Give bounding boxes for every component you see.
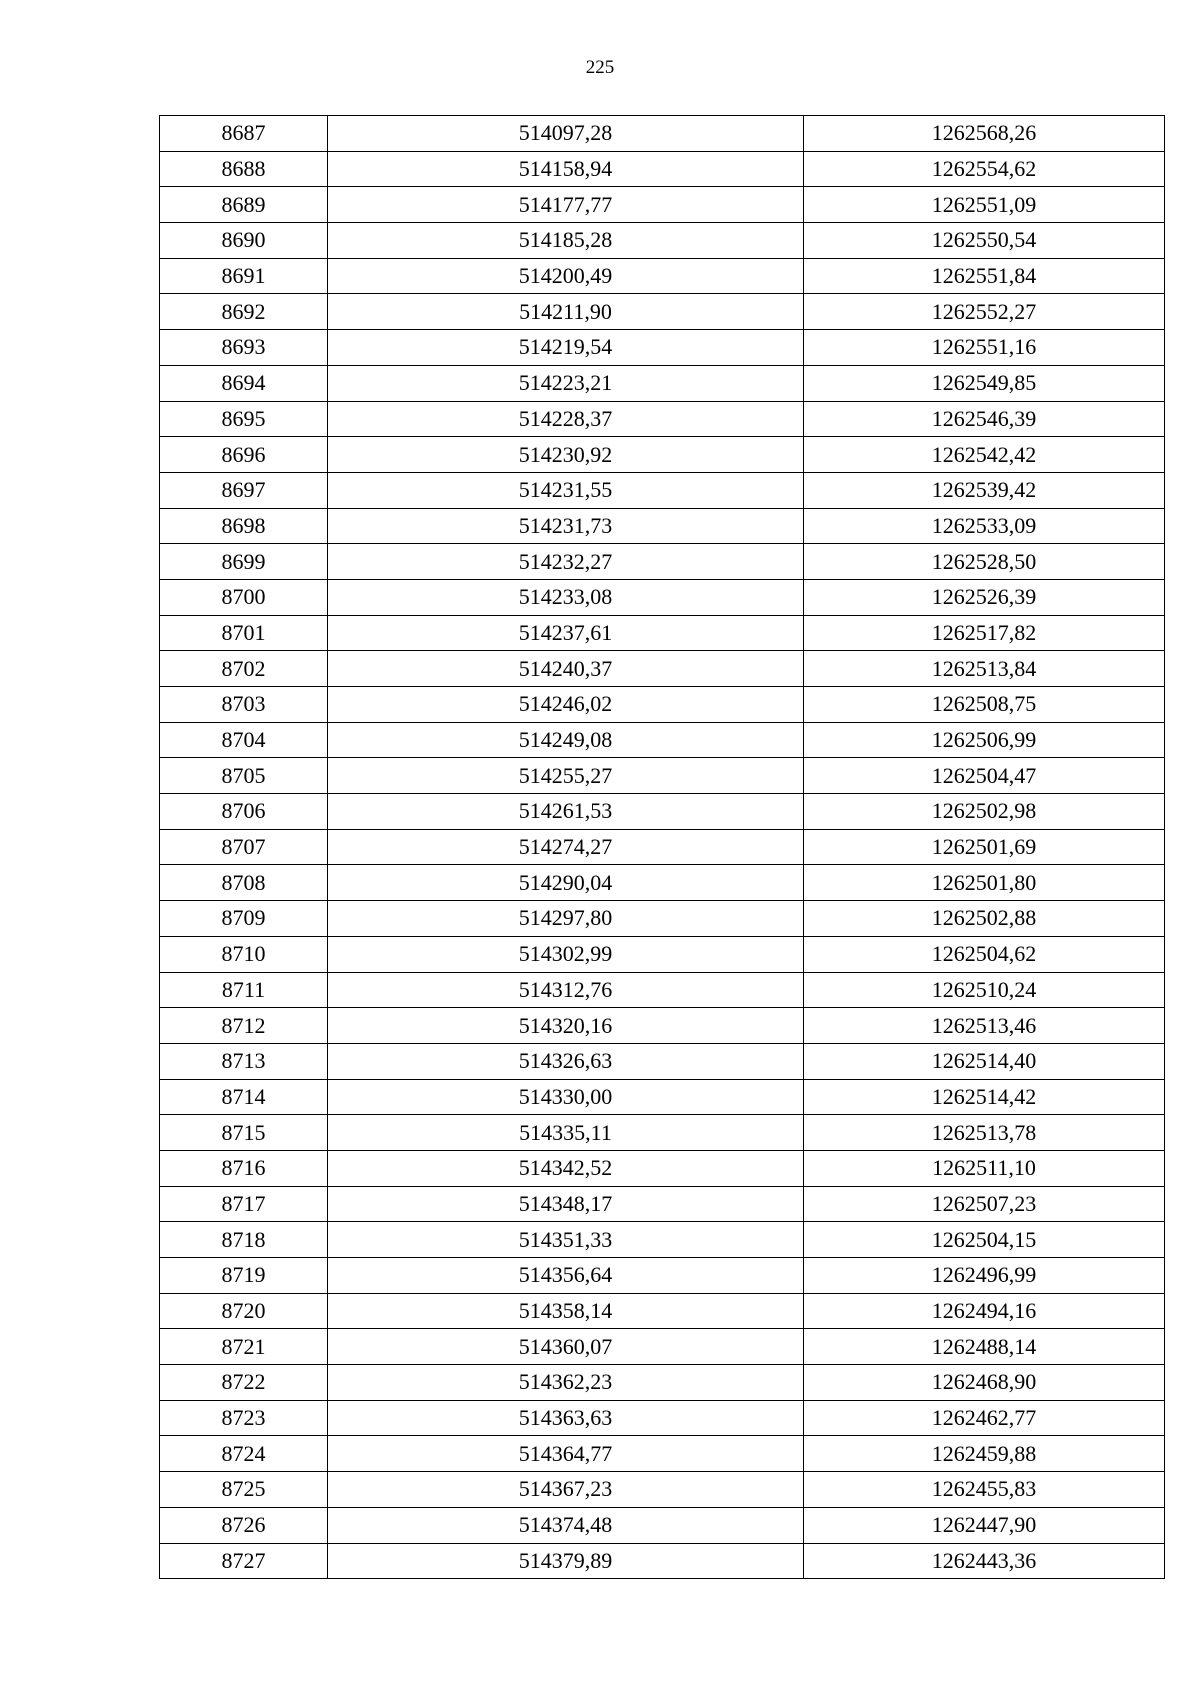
point-number-cell: 8713 (160, 1043, 328, 1079)
point-number-cell: 8704 (160, 722, 328, 758)
table-row (160, 1436, 1165, 1472)
y-coordinate-cell: 1262551,84 (804, 258, 1165, 294)
y-coordinate-cell: 1262501,69 (804, 829, 1165, 865)
x-coordinate-cell: 514326,63 (328, 1043, 804, 1079)
y-coordinate-cell: 1262554,62 (804, 151, 1165, 187)
x-coordinate-cell: 514200,49 (328, 258, 804, 294)
table-row (160, 330, 1165, 366)
point-number-cell: 8700 (160, 579, 328, 615)
x-coordinate-cell: 514364,77 (328, 1436, 804, 1472)
table-row (160, 1329, 1165, 1365)
x-coordinate-cell: 514211,90 (328, 294, 804, 330)
table-row (160, 116, 1165, 152)
y-coordinate-cell: 1262542,42 (804, 437, 1165, 473)
x-coordinate-cell: 514228,37 (328, 401, 804, 437)
y-coordinate-cell: 1262501,80 (804, 865, 1165, 901)
y-coordinate-cell: 1262504,47 (804, 758, 1165, 794)
x-coordinate-cell: 514320,16 (328, 1008, 804, 1044)
x-coordinate-cell: 514223,21 (328, 365, 804, 401)
y-coordinate-cell: 1262447,90 (804, 1507, 1165, 1543)
y-coordinate-cell: 1262508,75 (804, 687, 1165, 723)
table-row (160, 1079, 1165, 1115)
table-row (160, 151, 1165, 187)
x-coordinate-cell: 514290,04 (328, 865, 804, 901)
table-row (160, 972, 1165, 1008)
table-row (160, 936, 1165, 972)
x-coordinate-cell: 514335,11 (328, 1115, 804, 1151)
table-row (160, 365, 1165, 401)
x-coordinate-cell: 514362,23 (328, 1365, 804, 1401)
table-row (160, 722, 1165, 758)
point-number-cell: 8720 (160, 1293, 328, 1329)
y-coordinate-cell: 1262533,09 (804, 508, 1165, 544)
table-row (160, 1472, 1165, 1508)
table-row (160, 1400, 1165, 1436)
y-coordinate-cell: 1262488,14 (804, 1329, 1165, 1365)
point-number-cell: 8694 (160, 365, 328, 401)
table-row (160, 1043, 1165, 1079)
point-number-cell: 8710 (160, 936, 328, 972)
point-number-cell: 8691 (160, 258, 328, 294)
point-number-cell: 8719 (160, 1258, 328, 1294)
point-number-cell: 8711 (160, 972, 328, 1008)
y-coordinate-cell: 1262513,46 (804, 1008, 1165, 1044)
point-number-cell: 8726 (160, 1507, 328, 1543)
table-row (160, 1008, 1165, 1044)
point-number-cell: 8727 (160, 1543, 328, 1579)
y-coordinate-cell: 1262550,54 (804, 223, 1165, 259)
x-coordinate-cell: 514240,37 (328, 651, 804, 687)
point-number-cell: 8702 (160, 651, 328, 687)
y-coordinate-cell: 1262502,98 (804, 794, 1165, 830)
y-coordinate-cell: 1262504,62 (804, 936, 1165, 972)
table-row (160, 472, 1165, 508)
table-row (160, 187, 1165, 223)
table-row (160, 544, 1165, 580)
y-coordinate-cell: 1262526,39 (804, 579, 1165, 615)
point-number-cell: 8693 (160, 330, 328, 366)
y-coordinate-cell: 1262511,10 (804, 1150, 1165, 1186)
table-row (160, 651, 1165, 687)
table-row (160, 401, 1165, 437)
x-coordinate-cell: 514231,73 (328, 508, 804, 544)
table-row (160, 1222, 1165, 1258)
y-coordinate-cell: 1262517,82 (804, 615, 1165, 651)
table-row (160, 615, 1165, 651)
y-coordinate-cell: 1262504,15 (804, 1222, 1165, 1258)
table-row (160, 508, 1165, 544)
y-coordinate-cell: 1262568,26 (804, 116, 1165, 152)
x-coordinate-cell: 514233,08 (328, 579, 804, 615)
x-coordinate-cell: 514231,55 (328, 472, 804, 508)
table-row (160, 1365, 1165, 1401)
x-coordinate-cell: 514367,23 (328, 1472, 804, 1508)
y-coordinate-cell: 1262551,16 (804, 330, 1165, 366)
y-coordinate-cell: 1262528,50 (804, 544, 1165, 580)
y-coordinate-cell: 1262506,99 (804, 722, 1165, 758)
y-coordinate-cell: 1262513,84 (804, 651, 1165, 687)
table-row (160, 1150, 1165, 1186)
coordinates-table-body (160, 116, 1165, 1579)
table-row (160, 901, 1165, 937)
y-coordinate-cell: 1262552,27 (804, 294, 1165, 330)
point-number-cell: 8718 (160, 1222, 328, 1258)
point-number-cell: 8716 (160, 1150, 328, 1186)
point-number-cell: 8707 (160, 829, 328, 865)
point-number-cell: 8689 (160, 187, 328, 223)
x-coordinate-cell: 514246,02 (328, 687, 804, 723)
x-coordinate-cell: 514177,77 (328, 187, 804, 223)
point-number-cell: 8714 (160, 1079, 328, 1115)
y-coordinate-cell: 1262507,23 (804, 1186, 1165, 1222)
x-coordinate-cell: 514363,63 (328, 1400, 804, 1436)
x-coordinate-cell: 514255,27 (328, 758, 804, 794)
y-coordinate-cell: 1262513,78 (804, 1115, 1165, 1151)
x-coordinate-cell: 514230,92 (328, 437, 804, 473)
point-number-cell: 8715 (160, 1115, 328, 1151)
table-row (160, 437, 1165, 473)
x-coordinate-cell: 514261,53 (328, 794, 804, 830)
y-coordinate-cell: 1262510,24 (804, 972, 1165, 1008)
x-coordinate-cell: 514297,80 (328, 901, 804, 937)
point-number-cell: 8722 (160, 1365, 328, 1401)
point-number-cell: 8701 (160, 615, 328, 651)
y-coordinate-cell: 1262455,83 (804, 1472, 1165, 1508)
y-coordinate-cell: 1262546,39 (804, 401, 1165, 437)
table-row (160, 223, 1165, 259)
y-coordinate-cell: 1262462,77 (804, 1400, 1165, 1436)
x-coordinate-cell: 514312,76 (328, 972, 804, 1008)
table-row (160, 1543, 1165, 1579)
x-coordinate-cell: 514358,14 (328, 1293, 804, 1329)
point-number-cell: 8708 (160, 865, 328, 901)
x-coordinate-cell: 514330,00 (328, 1079, 804, 1115)
y-coordinate-cell: 1262468,90 (804, 1365, 1165, 1401)
table-row (160, 1507, 1165, 1543)
x-coordinate-cell: 514158,94 (328, 151, 804, 187)
x-coordinate-cell: 514351,33 (328, 1222, 804, 1258)
point-number-cell: 8724 (160, 1436, 328, 1472)
y-coordinate-cell: 1262514,40 (804, 1043, 1165, 1079)
table-row (160, 579, 1165, 615)
point-number-cell: 8721 (160, 1329, 328, 1365)
x-coordinate-cell: 514249,08 (328, 722, 804, 758)
x-coordinate-cell: 514237,61 (328, 615, 804, 651)
y-coordinate-cell: 1262502,88 (804, 901, 1165, 937)
table-row (160, 687, 1165, 723)
y-coordinate-cell: 1262539,42 (804, 472, 1165, 508)
table-row (160, 829, 1165, 865)
x-coordinate-cell: 514302,99 (328, 936, 804, 972)
x-coordinate-cell: 514185,28 (328, 223, 804, 259)
x-coordinate-cell: 514274,27 (328, 829, 804, 865)
y-coordinate-cell: 1262496,99 (804, 1258, 1165, 1294)
table-row (160, 1293, 1165, 1329)
table-row (160, 1258, 1165, 1294)
point-number-cell: 8699 (160, 544, 328, 580)
point-number-cell: 8698 (160, 508, 328, 544)
x-coordinate-cell: 514219,54 (328, 330, 804, 366)
y-coordinate-cell: 1262494,16 (804, 1293, 1165, 1329)
point-number-cell: 8697 (160, 472, 328, 508)
point-number-cell: 8709 (160, 901, 328, 937)
x-coordinate-cell: 514342,52 (328, 1150, 804, 1186)
table-row (160, 1115, 1165, 1151)
x-coordinate-cell: 514097,28 (328, 116, 804, 152)
y-coordinate-cell: 1262443,36 (804, 1543, 1165, 1579)
x-coordinate-cell: 514374,48 (328, 1507, 804, 1543)
point-number-cell: 8687 (160, 116, 328, 152)
point-number-cell: 8696 (160, 437, 328, 473)
x-coordinate-cell: 514232,27 (328, 544, 804, 580)
point-number-cell: 8688 (160, 151, 328, 187)
point-number-cell: 8725 (160, 1472, 328, 1508)
point-number-cell: 8690 (160, 223, 328, 259)
point-number-cell: 8723 (160, 1400, 328, 1436)
table-row (160, 1186, 1165, 1222)
x-coordinate-cell: 514356,64 (328, 1258, 804, 1294)
point-number-cell: 8706 (160, 794, 328, 830)
y-coordinate-cell: 1262459,88 (804, 1436, 1165, 1472)
point-number-cell: 8717 (160, 1186, 328, 1222)
y-coordinate-cell: 1262514,42 (804, 1079, 1165, 1115)
x-coordinate-cell: 514360,07 (328, 1329, 804, 1365)
y-coordinate-cell: 1262549,85 (804, 365, 1165, 401)
point-number-cell: 8705 (160, 758, 328, 794)
point-number-cell: 8695 (160, 401, 328, 437)
table-row (160, 865, 1165, 901)
x-coordinate-cell: 514348,17 (328, 1186, 804, 1222)
point-number-cell: 8712 (160, 1008, 328, 1044)
point-number-cell: 8692 (160, 294, 328, 330)
coordinates-table (159, 115, 1165, 1579)
table-row (160, 758, 1165, 794)
page-number: 225 (585, 57, 615, 78)
table-row (160, 794, 1165, 830)
x-coordinate-cell: 514379,89 (328, 1543, 804, 1579)
table-row (160, 294, 1165, 330)
point-number-cell: 8703 (160, 687, 328, 723)
table-row (160, 258, 1165, 294)
y-coordinate-cell: 1262551,09 (804, 187, 1165, 223)
